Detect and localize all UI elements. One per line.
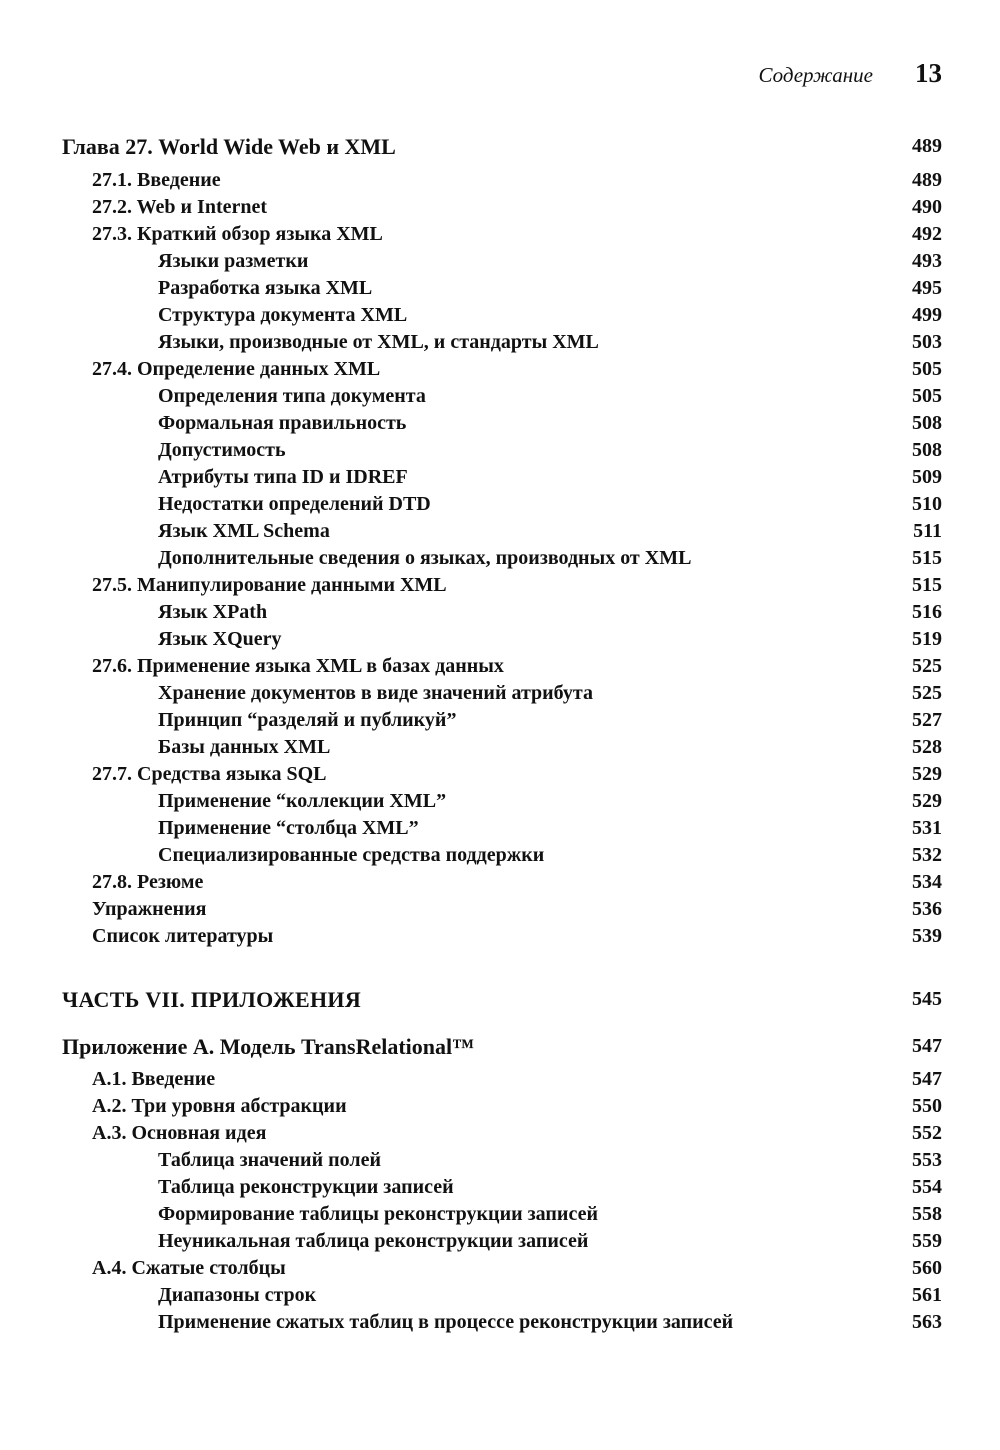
- toc-subsection: [0, 599, 1000, 626]
- toc-entry-page: 559: [912, 1230, 942, 1252]
- toc-entry-title: 27.5. Манипулирование данными XML: [92, 574, 447, 596]
- toc-section: [0, 1255, 1000, 1282]
- toc-entry-title: Языки, производные от XML, и стандарты XML: [158, 331, 599, 353]
- toc-subsection: [0, 410, 1000, 437]
- toc-entry-title: Применение “столбца XML”: [158, 817, 419, 839]
- toc-chapter-heading: [0, 1033, 1000, 1060]
- toc-subsection: [0, 626, 1000, 653]
- toc-entry-page: 527: [912, 709, 942, 731]
- toc-entry-title: Глава 27. World Wide Web и XML: [62, 134, 396, 159]
- toc-subsection: [0, 1174, 1000, 1201]
- toc-entry-page: 525: [912, 655, 942, 677]
- toc-entry-title: Формальная правильность: [158, 412, 407, 434]
- toc-entry-title: Определения типа документа: [158, 385, 426, 407]
- running-header: [758, 58, 942, 89]
- toc-entry-title: Применение “коллекции XML”: [158, 790, 447, 812]
- toc-section: [0, 194, 1000, 221]
- toc-part-heading: [0, 986, 1000, 1013]
- toc-entry-title: Хранение документов в виде значений атрибута: [158, 682, 593, 704]
- toc-entry-page: 547: [912, 1035, 942, 1057]
- toc-entry-page: 552: [912, 1122, 942, 1144]
- toc-chapter-heading: [0, 133, 1000, 160]
- toc-entry-page: 503: [912, 331, 942, 353]
- toc-entry-title: 27.2. Web и Internet: [92, 196, 268, 218]
- toc-entry-page: 528: [912, 736, 942, 758]
- toc-entry-title: Структура документа XML: [158, 304, 408, 326]
- toc-entry-title: 27.3. Краткий обзор языка XML: [92, 223, 383, 245]
- toc-entry-page: 505: [912, 358, 942, 380]
- toc-entry-page: 490: [912, 196, 942, 218]
- toc-entry-page: 531: [912, 817, 942, 839]
- toc-entry-title: Неуникальная таблица реконструкции записей: [158, 1230, 589, 1252]
- toc-entry-title: Принцип “разделяй и публикуй”: [158, 709, 457, 731]
- toc-section: [0, 923, 1000, 950]
- toc-entry-page: 563: [912, 1311, 942, 1333]
- toc-section: [0, 761, 1000, 788]
- toc-subsection: [0, 1282, 1000, 1309]
- toc-entry-title: Применение сжатых таблиц в процессе реконструкции записей: [158, 1311, 734, 1333]
- toc-entry-page: 550: [912, 1095, 942, 1117]
- toc-entry-title: А.2. Три уровня абстракции: [92, 1095, 347, 1117]
- toc-entry-page: 519: [912, 628, 942, 650]
- toc-entry-title: Специализированные средства поддержки: [158, 844, 545, 866]
- toc-subsection: [0, 1228, 1000, 1255]
- toc-entry-page: 529: [912, 790, 942, 812]
- toc-entry-page: 510: [912, 493, 942, 515]
- toc-entry-title: Атрибуты типа ID и IDREF: [158, 466, 408, 488]
- toc-subsection: [0, 680, 1000, 707]
- toc-entry-title: Язык XPath: [158, 601, 268, 623]
- toc-entry-page: 529: [912, 763, 942, 785]
- toc-entry-title: Таблица реконструкции записей: [158, 1176, 454, 1198]
- toc-subsection: [0, 329, 1000, 356]
- toc-entry-page: 560: [912, 1257, 942, 1279]
- toc-entry-page: 536: [912, 898, 942, 920]
- toc-entry-page: 489: [912, 135, 942, 157]
- toc-entry-page: 489: [912, 169, 942, 191]
- running-title: Содержание: [758, 63, 873, 87]
- toc-subsection: [0, 383, 1000, 410]
- toc-section: [0, 167, 1000, 194]
- toc-entry-page: 511: [913, 520, 942, 542]
- toc-section: [0, 356, 1000, 383]
- toc-subsection: [0, 275, 1000, 302]
- toc-subsection: [0, 1309, 1000, 1336]
- toc-subsection: [0, 815, 1000, 842]
- toc-entry-title: Языки разметки: [158, 250, 309, 272]
- toc-entry-page: 499: [912, 304, 942, 326]
- toc-entry-title: А.3. Основная идея: [92, 1122, 267, 1144]
- toc-subsection: [0, 518, 1000, 545]
- toc-entry-page: 495: [912, 277, 942, 299]
- toc-entry-title: А.1. Введение: [92, 1068, 216, 1090]
- toc-subsection: [0, 1147, 1000, 1174]
- toc-entry-page: 492: [912, 223, 942, 245]
- toc-entry-page: 553: [912, 1149, 942, 1171]
- toc-entry-page: 534: [912, 871, 942, 893]
- toc-entry-title: 27.1. Введение: [92, 169, 221, 191]
- toc-section: [0, 653, 1000, 680]
- toc-subsection: [0, 1201, 1000, 1228]
- toc-section: [0, 572, 1000, 599]
- toc-entry-page: 493: [912, 250, 942, 272]
- toc-subsection: [0, 302, 1000, 329]
- toc-entry-page: 547: [912, 1068, 942, 1090]
- toc-section: [0, 896, 1000, 923]
- toc-subsection: [0, 545, 1000, 572]
- toc-section: [0, 221, 1000, 248]
- toc-entry-title: 27.8. Резюме: [92, 871, 204, 893]
- toc-entry-title: Базы данных XML: [158, 736, 331, 758]
- toc-entry-page: 554: [912, 1176, 942, 1198]
- toc-entry-page: 515: [912, 574, 942, 596]
- toc-entry-title: Приложение А. Модель TransRelational™: [62, 1034, 475, 1059]
- toc-entry-page: 505: [912, 385, 942, 407]
- toc-entry-page: 561: [912, 1284, 942, 1306]
- toc-entry-page: 545: [912, 988, 942, 1010]
- toc-entry-title: А.4. Сжатые столбцы: [92, 1257, 286, 1279]
- toc-subsection: [0, 248, 1000, 275]
- toc-entry-page: 525: [912, 682, 942, 704]
- toc-entry-title: Разработка языка XML: [158, 277, 373, 299]
- toc-entry-page: 558: [912, 1203, 942, 1225]
- toc-entry-title: Язык XML Schema: [158, 520, 330, 542]
- toc-entry-page: 515: [912, 547, 942, 569]
- page-number: 13: [915, 58, 942, 88]
- toc-subsection: [0, 437, 1000, 464]
- toc-entry-title: Недостатки определений DTD: [158, 493, 431, 515]
- toc-entry-title: 27.4. Определение данных XML: [92, 358, 381, 380]
- toc-entry-title: Список литературы: [92, 925, 274, 947]
- toc-subsection: [0, 788, 1000, 815]
- toc-section: [0, 869, 1000, 896]
- toc-section: [0, 1093, 1000, 1120]
- toc-section: [0, 1066, 1000, 1093]
- toc-entry-title: Таблица значений полей: [158, 1149, 381, 1171]
- toc-entry-title: Язык XQuery: [158, 628, 282, 650]
- toc-entry-title: 27.6. Применение языка XML в базах данных: [92, 655, 504, 677]
- toc-subsection: [0, 707, 1000, 734]
- toc-entry-page: 539: [912, 925, 942, 947]
- toc-entry-title: Дополнительные сведения о языках, производных от XML: [158, 547, 692, 569]
- toc-entry-title: Диапазоны строк: [158, 1284, 317, 1306]
- toc-entry-title: Формирование таблицы реконструкции записей: [158, 1203, 598, 1225]
- toc-entry-page: 516: [912, 601, 942, 623]
- toc-entry-page: 508: [912, 439, 942, 461]
- toc-subsection: [0, 464, 1000, 491]
- toc-entry-title: Упражнения: [92, 898, 207, 920]
- toc-subsection: [0, 734, 1000, 761]
- toc-entry-title: ЧАСТЬ VII. ПРИЛОЖЕНИЯ: [62, 987, 362, 1012]
- toc-subsection: [0, 491, 1000, 518]
- toc-subsection: [0, 842, 1000, 869]
- toc-entry-title: Допустимость: [158, 439, 286, 461]
- toc-entry-title: 27.7. Средства языка SQL: [92, 763, 327, 785]
- toc-section: [0, 1120, 1000, 1147]
- toc-entry-page: 532: [912, 844, 942, 866]
- toc-entry-page: 508: [912, 412, 942, 434]
- toc-entry-page: 509: [912, 466, 942, 488]
